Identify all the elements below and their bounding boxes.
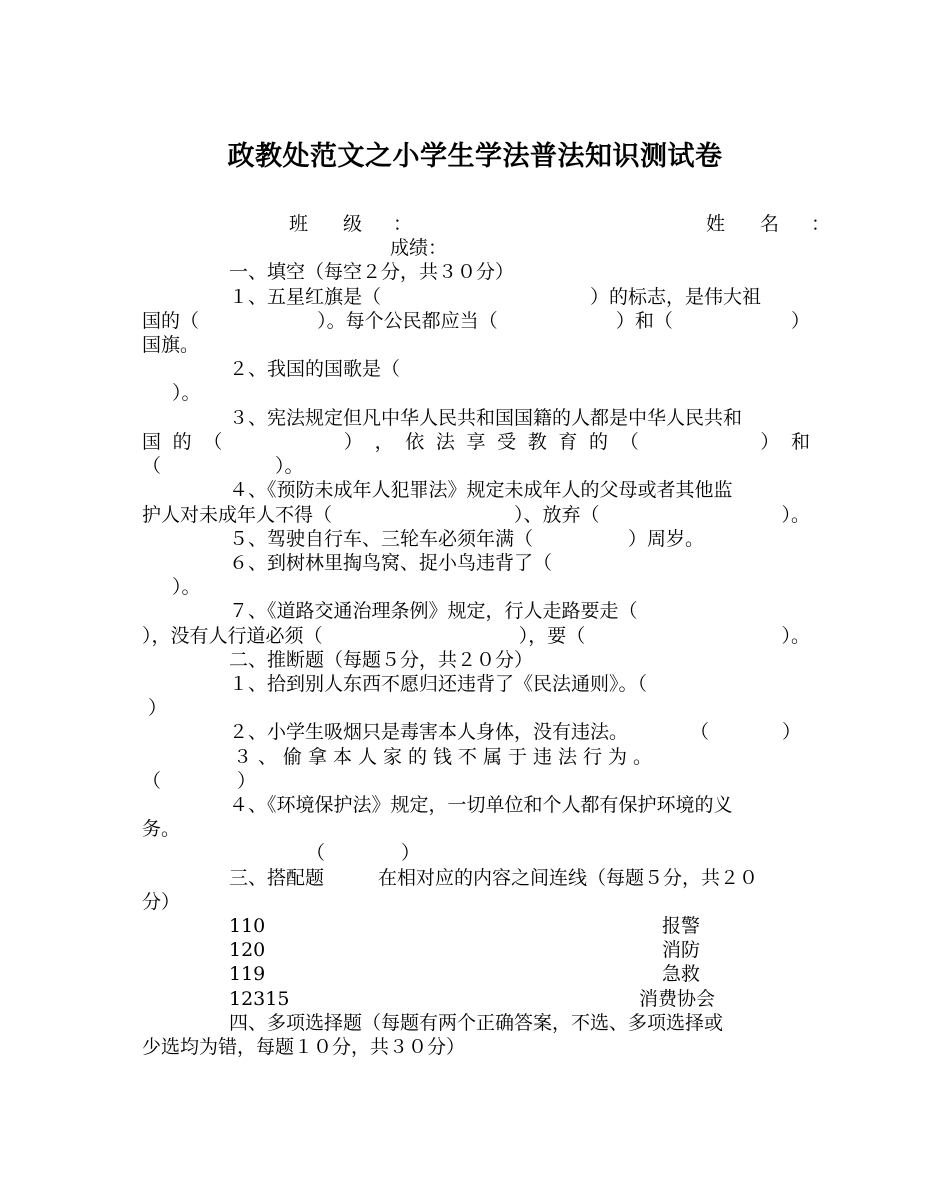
section2-heading: 二、推断题（每题５分，共２０分）	[229, 649, 534, 671]
s1-q2-line2: ）。	[172, 382, 201, 404]
s1-q3-seg: 法	[435, 431, 455, 453]
name-label-char-2: 名	[760, 213, 780, 235]
section3-heading-c: 分）	[142, 891, 181, 913]
s1-q7-seg: ），没有人行道必须（	[142, 625, 323, 647]
s1-q7-line1: ７、《道路交通治理条例》规定，行人走路要走（	[229, 600, 638, 622]
s1-q1-line2	[142, 309, 810, 333]
s1-q1-seg: ）	[790, 310, 810, 332]
section4-heading-line1: 四、多项选择题（每题有两个正确答案，不选、多项选择或	[229, 1012, 724, 1034]
s1-q7-seg: ），要（	[518, 625, 586, 647]
s1-q3-seg: 享	[466, 431, 486, 453]
s1-q1-seg: ）。每个公民都应当（	[317, 310, 498, 332]
service-name: 消费协会	[639, 988, 716, 1010]
emergency-number: 12315	[229, 988, 290, 1010]
s1-q4-line2	[142, 503, 810, 527]
score-label: 成绩：	[390, 237, 448, 259]
class-label-char-2: 级	[343, 213, 363, 235]
s1-q4-seg: ）。	[781, 504, 810, 526]
section3-heading-a: 三、搭配题	[229, 867, 325, 889]
s1-q3-seg: ）	[760, 431, 780, 453]
page-title: 政教处范文之小学生学法普法知识测试卷	[227, 141, 723, 172]
s2-q1-line2: ）	[148, 697, 168, 719]
s1-q3-seg: （	[619, 431, 639, 453]
s1-q1-line1: １、五星红旗是（ ）的标志，是伟大祖	[229, 286, 762, 308]
section1-heading: 一、填空（每空２分，共３０分）	[229, 261, 515, 283]
s2-q3-line1: ３、偷拿本人家的钱不属于违法行为。	[233, 746, 659, 768]
s2-q2-close: ）	[782, 721, 802, 743]
s2-q2-text: ２、小学生吸烟只是毒害本人身体，没有违法。	[229, 721, 629, 743]
class-label-colon: ：	[393, 213, 413, 235]
service-name: 报警	[662, 915, 701, 937]
class-label-char-1: 班	[289, 213, 309, 235]
s1-q3-seg: ）	[343, 431, 363, 453]
emergency-number: 120	[229, 939, 266, 961]
s2-q2-open: （	[690, 721, 710, 743]
s1-q1-seg: 国的（	[142, 310, 200, 332]
s1-q1-line3: 国旗。	[142, 334, 200, 356]
section3-heading-b: 在相对应的内容之间连线（每题５分，共２０	[378, 867, 759, 889]
service-name: 急救	[662, 963, 701, 985]
emergency-number: 119	[229, 963, 266, 985]
s2-q3-line2: （ ）	[142, 770, 257, 792]
s1-q6-line1: ６、到树林里掏鸟窝、捉小鸟违背了（	[229, 552, 553, 574]
s1-q1-seg: ）和（	[615, 310, 673, 332]
s1-q4-seg: ）、放弃（	[513, 504, 600, 526]
s1-q3-line2	[142, 430, 810, 454]
s1-q3-seg: 的	[589, 431, 609, 453]
s1-q3-seg: （	[203, 431, 223, 453]
s1-q7-seg: ）。	[781, 625, 810, 647]
s1-q4-seg: 护人对未成年人不得（	[142, 504, 333, 526]
s1-q3-seg: 依	[405, 431, 425, 453]
s2-q4-line1: ４、《环境保护法》规定，一切单位和个人都有保护环境的义	[229, 794, 733, 816]
s1-q3-seg: 受	[497, 431, 517, 453]
s1-q2-line1: ２、我国的国歌是（	[229, 358, 401, 380]
s1-q4-line1: ４、《预防未成年人犯罪法》规定未成年人的父母或者其他监	[229, 479, 733, 501]
section4-heading-line2: 少选均为错，每题１０分，共３０分）	[142, 1036, 466, 1058]
s2-q1-line1: １、拾到别人东西不愿归还违背了《民法通则》。（	[229, 673, 648, 695]
s1-q3-seg: 教	[527, 431, 547, 453]
s2-q4-line3: （ ）	[306, 842, 421, 864]
emergency-number: 110	[229, 915, 266, 937]
s1-q3-line1: ３、宪法规定但凡中华人民共和国国籍的人都是中华人民共和	[229, 407, 743, 429]
service-name: 消防	[662, 939, 701, 961]
name-label-char-1: 姓	[706, 213, 726, 235]
name-label-colon: ：	[811, 213, 831, 235]
s1-q5: ５、驾驶自行车、三轮车必须年满（ ）周岁。	[229, 528, 705, 550]
s2-q4-line2: 务。	[142, 818, 181, 840]
s1-q3-seg: 育	[558, 431, 578, 453]
s1-q3-seg: 的	[172, 431, 192, 453]
s1-q3-seg: ，	[374, 431, 394, 453]
s1-q3-line3: （ ）。	[142, 455, 304, 477]
s1-q6-line2: ）。	[172, 576, 201, 598]
s1-q3-seg: 和	[790, 431, 810, 453]
s1-q3-seg: 国	[142, 431, 162, 453]
s1-q7-line2	[142, 624, 810, 648]
